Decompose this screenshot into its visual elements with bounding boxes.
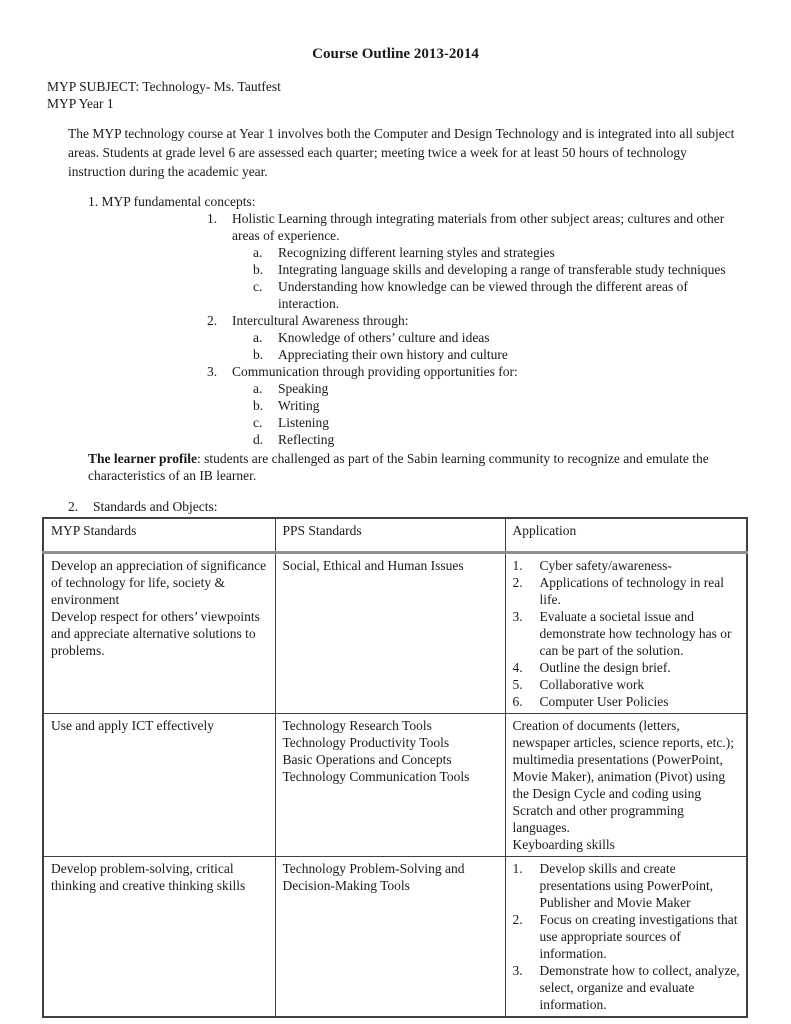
application-list-number: 1. xyxy=(512,861,523,876)
application-list-item xyxy=(513,676,741,693)
application-list-text: Applications of technology in real life. xyxy=(539,575,724,607)
cell-paragraph: Basic Operations and Concepts xyxy=(282,752,452,767)
application-list-number: 4. xyxy=(512,660,523,675)
outline-subitem-number: c. xyxy=(253,415,263,430)
table-body xyxy=(43,553,747,1018)
outline-item-text: Intercultural Awareness through: xyxy=(232,313,409,328)
application-list-text: Computer User Policies xyxy=(539,694,669,709)
outline-subitem-number: b. xyxy=(253,347,264,362)
outline-subitem xyxy=(253,431,746,448)
application-list-text: Demonstrate how to collect, analyze, select, organize and evaluate information. xyxy=(539,963,740,1012)
outline-item-text: Communication through providing opportunities for: xyxy=(232,364,518,379)
outline-subitem-text: Speaking xyxy=(278,381,329,396)
application-list-number: 2. xyxy=(512,575,523,590)
myp-standards-cell xyxy=(43,857,275,1018)
cell-paragraph: Creation of documents (letters, newspaper articles, science reports, etc.); multimedia presentations (PowerPoint, Movie Maker), animation (Pivot) using the Design Cycle and coding using Scratch and other programming languages. xyxy=(512,718,735,835)
application-list-item xyxy=(513,911,741,962)
standards-heading-text: Standards and Objects: xyxy=(93,499,218,514)
application-list-item xyxy=(513,574,741,608)
cell-paragraph: Technology Productivity Tools xyxy=(282,735,450,750)
application-cell xyxy=(505,857,747,1018)
outline-subitem-number: c. xyxy=(253,279,263,294)
cell-paragraph: Social, Ethical and Human Issues xyxy=(282,558,464,573)
outline-subitem-text: Recognizing different learning styles and strategies xyxy=(278,245,555,260)
application-list-text: Cyber safety/awareness- xyxy=(539,558,672,573)
outline-item-number: 3. xyxy=(207,364,218,379)
column-header: Application xyxy=(505,518,747,553)
application-list-text: Evaluate a societal issue and demonstrate how technology has or can be part of the solution. xyxy=(539,609,732,658)
application-list-number: 6. xyxy=(512,694,523,709)
cell-paragraph: Develop respect for others’ viewpoints and appreciate alternative solutions to problems. xyxy=(51,609,260,658)
column-header: PPS Standards xyxy=(275,518,505,553)
outline-subitem-text: Listening xyxy=(278,415,329,430)
table-row xyxy=(43,714,747,857)
application-list-number: 2. xyxy=(512,912,523,927)
learner-profile-paragraph xyxy=(88,450,739,484)
outline-item xyxy=(207,312,746,329)
myp-standards-cell xyxy=(43,553,275,714)
outline-subitem-text: Appreciating their own history and culture xyxy=(278,347,508,362)
cell-paragraph: Technology Problem-Solving and Decision-Making Tools xyxy=(282,861,465,893)
standards-heading xyxy=(68,498,791,515)
cell-paragraph: Technology Research Tools xyxy=(282,718,432,733)
outline-subitem-number: a. xyxy=(253,245,263,260)
outline-subitem xyxy=(253,329,746,346)
outline-subitem xyxy=(253,346,746,363)
application-list-item xyxy=(513,659,741,676)
application-list-text: Outline the design brief. xyxy=(539,660,671,675)
outline-subitem-number: b. xyxy=(253,398,264,413)
outline-item xyxy=(207,210,746,244)
subject-line: MYP SUBJECT: Technology- Ms. Tautfest xyxy=(47,79,281,94)
outline-subitem xyxy=(253,397,746,414)
outline-subitem-number: b. xyxy=(253,262,264,277)
outline-subitem-text: Integrating language skills and developing a range of transferable study techniques xyxy=(278,262,726,277)
cell-paragraph: Keyboarding skills xyxy=(512,837,615,852)
fundamental-concepts-heading: 1. MYP fundamental concepts: xyxy=(88,194,256,209)
outline-subitem-text: Understanding how knowledge can be viewed through the different areas of interaction. xyxy=(278,279,688,311)
outline-subitem xyxy=(253,244,746,261)
pps-standards-cell xyxy=(275,553,505,714)
table-header-row xyxy=(43,518,747,553)
outline-item xyxy=(207,363,746,380)
application-list-item xyxy=(513,693,741,710)
standards-heading-number: 2. xyxy=(68,499,79,514)
application-list-text: Collaborative work xyxy=(539,677,645,692)
learner-profile-label: The learner profile xyxy=(88,451,197,466)
application-list-number: 1. xyxy=(512,558,523,573)
cell-paragraph: Develop problem-solving, critical thinking and creative thinking skills xyxy=(51,861,246,893)
learner-profile-text: : students are challenged as part of the Sabin learning community to recognize and emulate the characteristics of an IB learner. xyxy=(88,451,709,483)
application-list-number: 5. xyxy=(512,677,523,692)
application-list-text: Develop skills and create presentations using PowerPoint, Publisher and Movie Maker xyxy=(539,861,714,910)
application-list-item xyxy=(513,608,741,659)
outline-subitem-number: d. xyxy=(253,432,264,447)
outline-subitem-text: Knowledge of others’ culture and ideas xyxy=(278,330,490,345)
outline-subitem-number: a. xyxy=(253,330,263,345)
application-cell xyxy=(505,714,747,857)
outline-subitem xyxy=(253,380,746,397)
application-list-text: Focus on creating investigations that use appropriate sources of information. xyxy=(539,912,738,961)
application-cell xyxy=(505,553,747,714)
cell-paragraph: Develop an appreciation of significance of technology for life, society & environment xyxy=(51,558,267,607)
outline-subitem-text: Reflecting xyxy=(278,432,335,447)
outline-subitem xyxy=(253,414,746,431)
table-row xyxy=(43,857,747,1018)
document-title: Course Outline 2013-2014 xyxy=(312,46,479,62)
application-list-number: 3. xyxy=(512,609,523,624)
subject-block xyxy=(47,78,791,112)
application-list-number: 3. xyxy=(512,963,523,978)
pps-standards-cell xyxy=(275,714,505,857)
myp-standards-cell xyxy=(43,714,275,857)
outline-subitem xyxy=(253,261,746,278)
outline-subitem-text: Writing xyxy=(278,398,320,413)
outline-item-number: 1. xyxy=(207,211,218,226)
outline-subitem-number: a. xyxy=(253,381,263,396)
application-list-item xyxy=(513,557,741,574)
intro-paragraph: The MYP technology course at Year 1 involves both the Computer and Design Technology and is integrated into all subject areas. Students at grade level 6 are assessed each quarter; meeting twice a week for at least 50 hours of technology instruction during the academic year. xyxy=(68,126,735,179)
cell-paragraph: Use and apply ICT effectively xyxy=(51,718,214,733)
application-list-item xyxy=(513,962,741,1013)
cell-paragraph: Technology Communication Tools xyxy=(282,769,470,784)
table-row xyxy=(43,553,747,714)
standards-table xyxy=(42,517,748,1018)
outline-item-number: 2. xyxy=(207,313,218,328)
outline-subitem xyxy=(253,278,746,312)
fundamental-concepts-outline xyxy=(0,210,791,448)
application-list-item xyxy=(513,860,741,911)
column-header: MYP Standards xyxy=(43,518,275,553)
year-line: MYP Year 1 xyxy=(47,96,114,111)
outline-item-text: Holistic Learning through integrating materials from other subject areas; cultures and other areas of experience. xyxy=(232,211,725,243)
pps-standards-cell xyxy=(275,857,505,1018)
